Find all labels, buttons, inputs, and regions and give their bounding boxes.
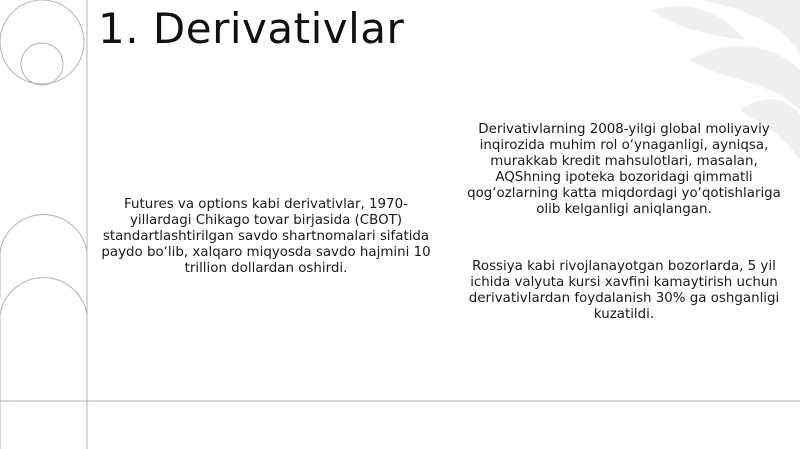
slide-title: 1. Derivativlar [98,4,405,53]
right-paragraph-bottom: Rossiya kabi rivojlanayotgan bozorlarda, 5 yil ichida valyuta kursi xavfini kamaytirish uchun derivativlardan foydalanish 30% ga oshganligi kuzatildi. [468,259,780,322]
decor-arch-upper [0,215,87,297]
right-paragraph-top: Derivativlarning 2008-yilgi global moliyaviy inqirozida muhim rol o‘ynaganligi, ayniqsa, murakkab kredit mahsulotlari, masalan, AQShning ipoteka bozoridagi qimmatli qog‘ozlarning katta miqdordagi yo‘qotishlariga olib kelganligi aniqlangan. [467,122,781,217]
decor-circle-small [21,43,63,85]
left-paragraph: Futures va options kabi derivativlar, 1970-yillardagi Chikago tovar birjasida (CBOT) standartlashtirilgan savdo shartnomalari sifatida paydo bo‘lib, xalqaro miqyosda savdo hajmini 10 trillion dollardan oshirdi. [101,197,431,276]
decor-arch-lower [0,278,87,449]
decor-circle-large [0,0,84,84]
